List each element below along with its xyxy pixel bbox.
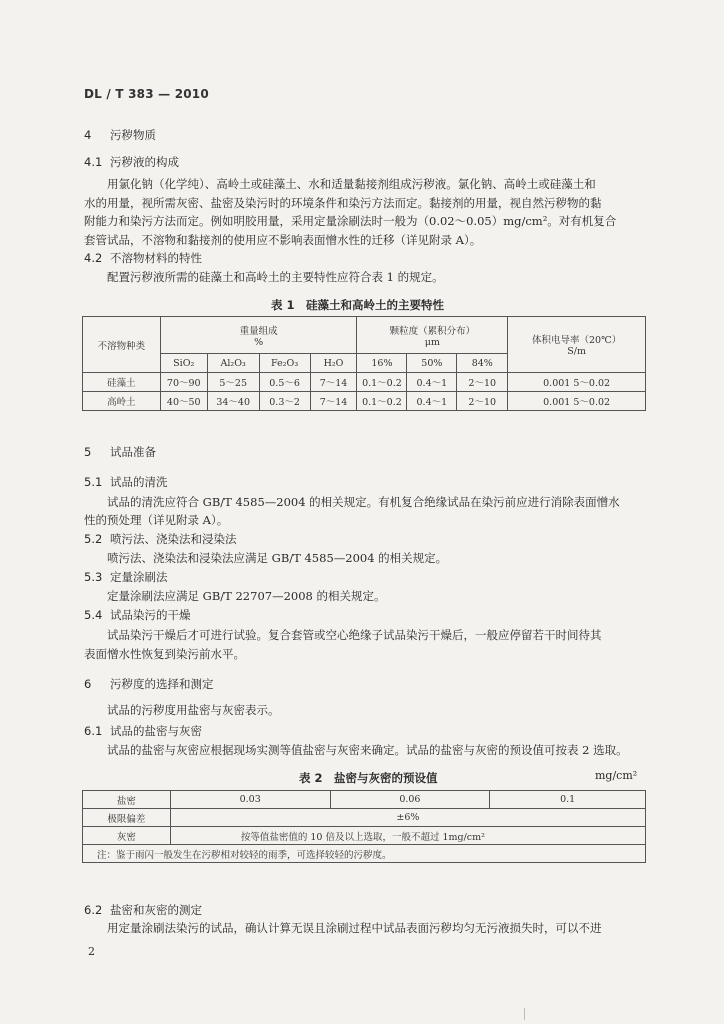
section-number: 4: [84, 128, 92, 142]
table-cell: 0.001 5～0.02: [508, 373, 646, 392]
table-cell: 40～50: [160, 392, 207, 411]
section-title: 不溶物材料的特性: [110, 251, 202, 265]
table-cell: 7～14: [310, 392, 357, 411]
paragraph-line: 定量涂刷法应满足 GB/T 22707—2008 的相关规定。: [107, 589, 386, 603]
table-2-unit: mg/cm²: [595, 769, 638, 782]
paragraph-line: 用定量涂刷法染污的试品，确认计算无误且涂刷过程中试品表面污秽均匀无污液损失时，可以不进: [107, 921, 602, 935]
section-number: 5.2: [84, 532, 103, 546]
section-number: 5: [84, 445, 92, 459]
sub-header: Al₂O₃: [207, 354, 259, 373]
sub-header: 50%: [407, 354, 457, 373]
table-cell: 0.4～1: [407, 373, 457, 392]
paragraph-line: 性的预处理（详见附录 A）。: [84, 513, 229, 527]
table-row: [83, 809, 646, 827]
paragraph-line: 试品染污干燥后才可进行试验。复合套管或空心绝缘子试品染污干燥后，一般应停留若干时间待其: [107, 628, 602, 642]
col-header-kind: 不溶物种类: [83, 317, 161, 373]
section-6-1-heading: [84, 723, 202, 739]
page-number: 2: [88, 945, 95, 958]
paragraph-line: 试品的盐密与灰密应根据现场实测等值盐密与灰密来确定。试品的盐密与灰密的预设值可按表 2 选取。: [107, 743, 628, 757]
table-1: [82, 316, 646, 411]
section-title: 试品的盐密与灰密: [110, 724, 202, 738]
header-unit: S/m: [567, 346, 586, 357]
section-number: 6: [84, 677, 92, 691]
section-number: 6.2: [84, 903, 103, 917]
paragraph-line: 试品的污秽度用盐密与灰密表示。: [107, 703, 280, 717]
table-cell: 0.06: [330, 791, 490, 809]
table-cell: 2～10: [457, 373, 508, 392]
table-cell: 0.1～0.2: [357, 373, 407, 392]
table-cell: 0.1: [490, 791, 646, 809]
table-cell: 2～10: [457, 392, 508, 411]
table-2-title: 表 2 盐密与灰密的预设值: [299, 771, 438, 785]
row-label: 盐密: [83, 791, 171, 809]
paragraph-line: 套管试品，不溶物和黏接剂的使用应不影响表面憎水性的迁移（详见附录 A）。: [84, 233, 482, 247]
paragraph-line: 试品的清洗应符合 GB/T 4585—2004 的相关规定。有机复合绝缘试品在染污前应进行消除表面憎水: [107, 495, 620, 509]
paragraph-line: 配置污秽液所需的硅藻土和高岭土的主要特性应符合表 1 的规定。: [107, 270, 444, 284]
section-title: 试品的清洗: [110, 475, 168, 489]
table-cell: 按等值盐密值的 10 倍及以上选取，一般不超过 1mg/cm²: [170, 827, 645, 845]
table-row: [83, 845, 646, 863]
table-cell: ±6%: [170, 809, 645, 827]
paragraph-line: 用氯化钠（化学纯）、高岭土或硅藻土、水和适量黏接剂组成污秽液。氯化钠、高岭土或硅藻土和: [107, 177, 596, 191]
section-title: 喷污法、浇染法和浸染法: [110, 532, 237, 546]
section-title: 定量涂刷法: [110, 570, 168, 584]
col-header-composition: [160, 317, 357, 354]
col-header-particle-size: [357, 317, 508, 354]
section-number: 5.1: [84, 475, 103, 489]
table-cell: 0.1～0.2: [357, 392, 407, 411]
section-5-4-heading: [84, 607, 191, 623]
header-text: 重量组成: [239, 325, 278, 337]
col-header-conductivity: [508, 317, 646, 373]
paragraph-line: 表面憎水性恢复到染污前水平。: [84, 647, 245, 661]
section-title: 盐密和灰密的测定: [110, 903, 202, 917]
sub-header: H₂O: [310, 354, 357, 373]
table-note: 注：鉴于雨闪一般发生在污秽相对较轻的雨季，可选择较轻的污秽度。: [83, 845, 646, 863]
row-label: 高岭土: [83, 392, 161, 411]
section-number: 4.2: [84, 251, 103, 265]
header-unit: %: [254, 336, 264, 348]
row-label: 灰密: [83, 827, 171, 845]
section-title: 试品准备: [110, 445, 156, 459]
table-cell: 7～14: [310, 373, 357, 392]
section-number: 6.1: [84, 724, 103, 738]
section-number: 4.1: [84, 155, 103, 169]
table-1-title: 表 1 硅藻土和高岭土的主要特性: [271, 298, 445, 312]
table-row: [83, 392, 646, 411]
table-cell: 34～40: [207, 392, 259, 411]
section-4-2-heading: [84, 250, 202, 266]
section-title: 污秽液的构成: [110, 155, 179, 169]
table-cell: 5～25: [207, 373, 259, 392]
section-5-3-heading: [84, 569, 168, 585]
standard-header: DL / T 383 — 2010: [84, 87, 209, 101]
sub-header: SiO₂: [160, 354, 207, 373]
table-row: [83, 373, 646, 392]
section-5-2-heading: [84, 531, 237, 547]
table-2: [82, 790, 646, 863]
sub-header: Fe₂O₃: [259, 354, 310, 373]
sub-header: 84%: [457, 354, 508, 373]
header-unit: μm: [424, 336, 440, 348]
section-title: 污秽度的选择和测定: [110, 677, 214, 691]
table-cell: 0.3～2: [259, 392, 310, 411]
table-cell: 70～90: [160, 373, 207, 392]
table-row: [83, 791, 646, 809]
header-text: 颗粒度（累积分布）: [389, 325, 476, 337]
paragraph-line: 喷污法、浇染法和浸染法应满足 GB/T 4585—2004 的相关规定。: [107, 551, 448, 565]
table-cell: 0.5～6: [259, 373, 310, 392]
section-number: 5.3: [84, 570, 103, 584]
sub-header: 16%: [357, 354, 407, 373]
section-4-heading: [84, 127, 156, 143]
section-5-heading: [84, 444, 156, 460]
row-label: 硅藻土: [83, 373, 161, 392]
table-cell: 0.4～1: [407, 392, 457, 411]
scan-mark: [524, 1008, 525, 1020]
header-text: 体积电导率（20℃）: [531, 335, 622, 346]
section-4-1-heading: [84, 154, 179, 170]
section-5-1-heading: [84, 474, 168, 490]
table-row: [83, 827, 646, 845]
section-6-heading: [84, 676, 214, 692]
table-cell: 0.001 5～0.02: [508, 392, 646, 411]
paragraph-line: 附能力和染污方法而定。例如明胶用量，采用定量涂刷法时一般为（0.02～0.05）mg/cm²。对有机复合: [84, 214, 617, 228]
paragraph-line: 水的用量，视所需灰密、盐密及染污时的环境条件和染污方法而定。黏接剂的用量，视自然污秽物的黏: [84, 196, 602, 210]
section-6-2-heading: [84, 902, 202, 918]
table-cell: 0.03: [170, 791, 330, 809]
section-number: 5.4: [84, 608, 103, 622]
section-title: 污秽物质: [110, 128, 156, 142]
section-title: 试品染污的干燥: [110, 608, 191, 622]
row-label: 极限偏差: [83, 809, 171, 827]
